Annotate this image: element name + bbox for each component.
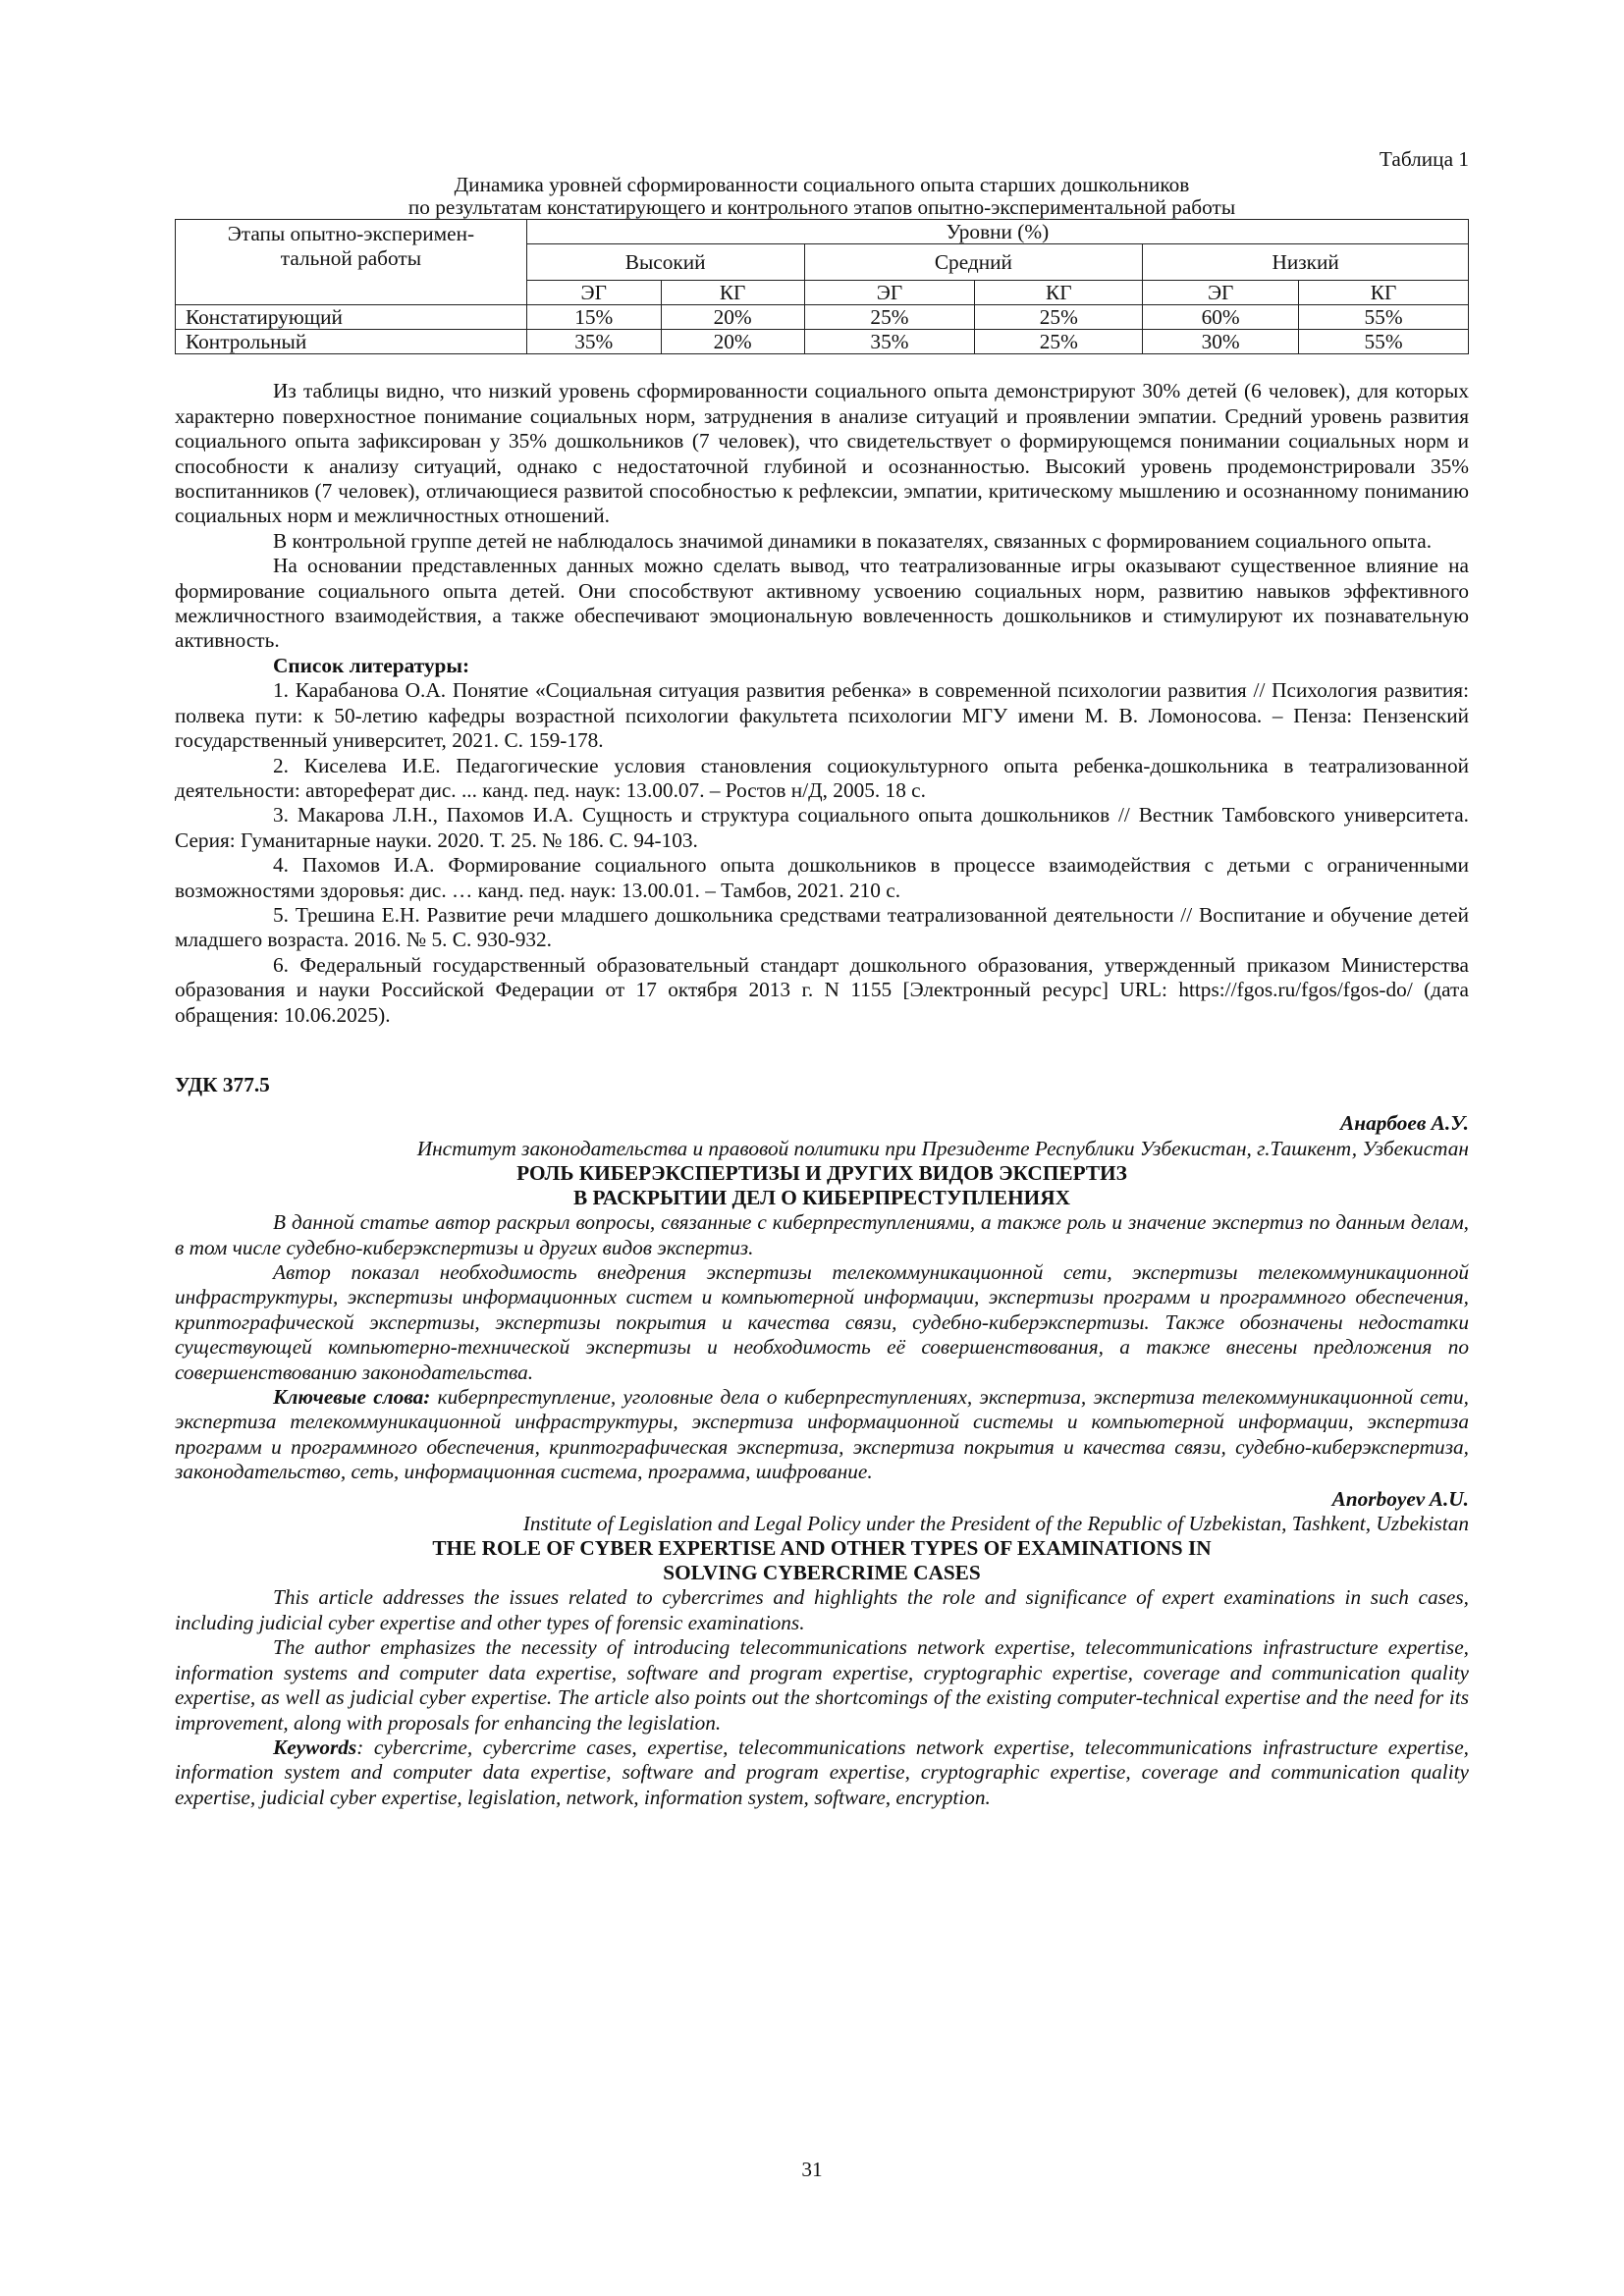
reference-item: 4. Пахомов И.А. Формирование социального опыта дошкольников в процессе взаимодействия с детьми с ограниченными возможностями здоровья: дис. … канд. пед. наук: 13.00.01. – Тамбов, 2021. 210 с. (175, 853, 1469, 902)
value-cell: 20% (661, 305, 804, 330)
value-cell: 25% (975, 330, 1143, 354)
table-row (176, 305, 1469, 330)
table-caption-line-2: по результатам констатирующего и контрольного этапов опытно-экспериментальной работы (407, 195, 1236, 220)
ru-abstract: Автор показал необходимость внедрения экспертизы телекоммуникационной сети, экспертизы телекоммуникационной инфраструктуры, экспертизы информационных систем и компьютерной информации, экспертизы программ и программного обеспечения, криптографической экспертизы, экспертизы покрытия и качества связи, судебно-киберэкспертизы. Также обозначены недостатки существующей компьютерно-технической экспертизы и необходимость её совершенствования, а также внесены предложения по совершенствованию законодательства. (175, 1260, 1469, 1384)
stage-header-line-1: Этапы опытно-эксперимен- (227, 222, 475, 246)
level-name-cell: Средний (804, 244, 1143, 281)
page-number: 31 (801, 2158, 823, 2181)
group-label-cell: ЭГ (804, 281, 975, 305)
group-label-cell: КГ (975, 281, 1143, 305)
group-label-cell: КГ (1299, 281, 1469, 305)
table-row (176, 330, 1469, 354)
stage-cell: Констатирующий (176, 305, 527, 330)
en-abstract: This article addresses the issues related to cybercrimes and highlights the role and significance of expert examinations in such cases, including judicial cyber expertise and other types of forensic examinations. (175, 1585, 1469, 1634)
en-affiliation: Institute of Legislation and Legal Policy under the President of the Republic of Uzbekistan, Tashkent, Uzbekistan (522, 1512, 1469, 1536)
ru-affiliation: Институт законодательства и правовой политики при Президенте Республики Узбекистан, г.Ташкент, Узбекистан (416, 1136, 1469, 1160)
en-keywords-text: : cybercrime, cybercrime cases, expertise, telecommunications network expertise, telecommunications infrastructure expertise, information system and computer data expertise, software and program expertise, cryptographic expertise, coverage and communication quality expertise, judicial cyber expertise, legislation, network, information system, software, encryption. (175, 1735, 1469, 1809)
spacer (175, 354, 1469, 379)
spacer (175, 1097, 1469, 1111)
en-keywords-label: Keywords (273, 1735, 357, 1759)
group-label-cell: ЭГ (1143, 281, 1299, 305)
value-cell: 15% (526, 305, 661, 330)
page-content (175, 147, 1469, 1810)
value-cell: 35% (526, 330, 661, 354)
table-caption-line-1: Динамика уровней сформированности социального опыта старших дошкольников (454, 173, 1190, 197)
reference-item: 6. Федеральный государственный образовательный стандарт дошкольного образования, утвержденный приказом Министерства образования и науки Российской Федерации от 17 октября 2013 г. N 1155 [Электронный ресурс] URL: https://fgos.ru/fgos/fgos-do/ (дата обращения: 10.06.2025). (175, 952, 1469, 1027)
value-cell: 25% (975, 305, 1143, 330)
ru-keywords (175, 1385, 1469, 1485)
ru-keywords-text: киберпреступление, уголовные дела о киберпреступлениях, экспертиза, экспертиза телекоммуникационной сети, экспертиза телекоммуникационной инфраструктуры, экспертиза информационной системы и компьютерной информации, экспертиза программ и программного обеспечения, криптографическая экспертиза, экспертиза покрытия и качества связи, судебно-киберэкспертиза, законодательство, сеть, информационная система, программа, шифрование. (175, 1385, 1469, 1484)
en-title-line-2: SOLVING CYBERCRIME CASES (663, 1561, 981, 1585)
en-keywords (175, 1735, 1469, 1810)
level-name-cell: Высокий (526, 244, 804, 281)
reference-item: 5. Трешина Е.Н. Развитие речи младшего дошкольника средствами театрализованной деятельности // Воспитание и обучение детей младшего возраста. 2016. № 5. С. 930-932. (175, 902, 1469, 952)
ru-abstract: В данной статье автор раскрыл вопросы, связанные с киберпреступлениями, а также роль и значение экспертиз по данным делам, в том числе судебно-киберэкспертизы и других видов экспертиз. (175, 1210, 1469, 1259)
body-paragraph: В контрольной группе детей не наблюдалось значимой динамики в показателях, связанных с формированием социального опыта. (273, 528, 1433, 553)
ru-title-line-2: В РАСКРЫТИИ ДЕЛ О КИБЕРПРЕСТУПЛЕНИЯХ (572, 1186, 1071, 1210)
table-header-row (176, 220, 1469, 244)
group-label-cell: ЭГ (526, 281, 661, 305)
value-cell: 25% (804, 305, 975, 330)
ru-keywords-label: Ключевые слова: (273, 1385, 431, 1410)
reference-item: 1. Карабанова О.А. Понятие «Социальная ситуация развития ребенка» в современной психологии развития // Психология развития: полвека пути: к 50-летию кафедры возрастной психологии факультета психологии МГУ имени М. В. Ломоносова. – Пенза: Пензенский государственный университет, 2021. С. 159-178. (175, 678, 1469, 753)
group-label-cell: КГ (661, 281, 804, 305)
body-paragraph: Из таблицы видно, что низкий уровень сформированности социального опыта демонстрируют 30% детей (6 человек), для которых характерно поверхностное понимание социальных норм, затруднения в анализе ситуаций и проявлении эмпатии. Средний уровень развития социального опыта зафиксирован у 35% дошкольников (7 человек), что свидетельствует о формирующемся понимании социальных норм и способности к анализу ситуаций, однако с недостаточной глубиной и осознанностью. Высокий уровень продемонстрировали 35% воспитанников (7 человек), отличающиеся развитой способностью к рефлексии, эмпатии, критическому мышлению и осознанному пониманию социальных норм и межличностных отношений. (175, 379, 1469, 528)
table-label: Таблица 1 (1379, 147, 1469, 171)
reference-item: 2. Киселева И.Е. Педагогические условия становления социокультурного опыта ребенка-дошкольника в театрализованной деятельности: автореферат дис. ... канд. пед. наук: 13.00.07. – Ростов н/Д, 2005. 18 с. (175, 753, 1469, 802)
value-cell: 30% (1143, 330, 1299, 354)
value-cell: 55% (1299, 330, 1469, 354)
reference-item: 3. Макарова Л.Н., Пахомов И.А. Сущность и структура социального опыта дошкольников // Вестник Тамбовского университета. Серия: Гуманитарные науки. 2020. Т. 25. № 186. С. 94-103. (175, 803, 1469, 852)
en-title-line-1: THE ROLE OF CYBER EXPERTISE AND OTHER TYPES OF EXAMINATIONS IN (432, 1536, 1212, 1561)
stage-cell: Контрольный (176, 330, 527, 354)
table-caption (175, 174, 1469, 219)
body-paragraph: На основании представленных данных можно сделать вывод, что театрализованные игры оказывают существенное влияние на формирование социального опыта детей. Они способствуют активному усвоению социальных норм, развитию навыков эффективного межличностного взаимодействия, а также обеспечивают эмоциональную вовлеченность дошкольников и стимулируют их познавательную активность. (175, 554, 1469, 653)
en-author: Anorboyev A.U. (1331, 1486, 1469, 1511)
value-cell: 60% (1143, 305, 1299, 330)
stage-header-line-2: тальной работы (280, 246, 421, 271)
references-title: Список литературы: (273, 653, 470, 677)
value-cell: 35% (804, 330, 975, 354)
udk-code: УДК 377.5 (175, 1072, 270, 1096)
value-cell: 20% (661, 330, 804, 354)
levels-header-cell: Уровни (%) (526, 220, 1468, 244)
value-cell: 55% (1299, 305, 1469, 330)
spacer (175, 1028, 1469, 1073)
ru-title-line-1: РОЛЬ КИБЕРЭКСПЕРТИЗЫ И ДРУГИХ ВИДОВ ЭКСПЕРТИЗ (516, 1161, 1127, 1186)
ru-author: Анарбоев А.У. (1340, 1111, 1469, 1136)
level-name-cell: Низкий (1143, 244, 1469, 281)
stage-header-cell (176, 220, 527, 305)
levels-table (175, 219, 1469, 354)
en-abstract: The author emphasizes the necessity of introducing telecommunications network expertise, telecommunications infrastructure expertise, information systems and computer data expertise, software and program expertise, cryptographic expertise, coverage and communication quality expertise, as well as judicial cyber expertise. The article also points out the shortcomings of the existing computer-technical expertise and the need for its improvement, along with proposals for enhancing the legislation. (175, 1635, 1469, 1735)
